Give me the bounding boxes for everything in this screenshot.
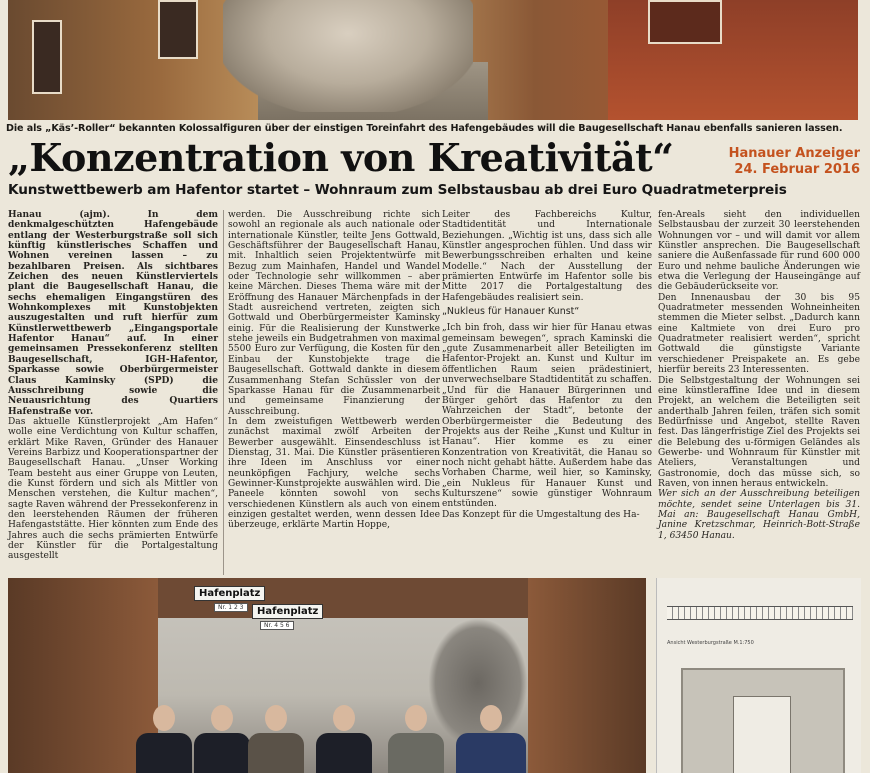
body-paragraph: Den Innenausbau der 30 bis 95 Quadratmeter messenden Wohneinheiten stemmen die Mieter selbst. „Dadurch kann eine Kaltmiete von drei Euro pro Quadratmeter realisiert werden“, spricht Gottwald die günstigste Variante verschiedener Preispakete an. Es gebe hierfür bereits 23 Interessenten.: [658, 292, 860, 376]
body-paragraph: Die Selbstgestaltung der Wohnungen sei eine künstleraffine Idee und in diesem Projekt, an welchem die Beteiligten seit anderthalb Jahren feilen, träfen sich somit Bedürfnisse und Angebot, stellte Raven fest. Das längerfristige Ziel des Projekts sei die Belebung des u-förmigen Geländes als Gewerbe- und Wohnraum für Künstler mit Ateliers, Veranstaltungen und Gastronomie, doch das müsse sich, so Raven, von innen heraus entwickeln.: [658, 375, 860, 489]
body-paragraph: Das Konzept für die Umgestaltung des Ha-: [442, 509, 640, 520]
body-paragraph: „Ich bin froh, dass wir hier für Hanau etwas gemeinsam bewegen“, sprach Kaminski die „gute Zusammenarbeit aller Beteiligten im Hafentor-Projekt an. Kunst und Kultur im öffentlichen Raum seien prädestiniert, unverwechselbare Stadtidentität zu schaffen.: [442, 323, 652, 386]
column-rule: [223, 210, 224, 575]
article-column-2: [228, 210, 440, 531]
body-paragraph: Das aktuelle Künstlerprojekt „Am Hafen“ wolle eine Verdichtung von Kultur schaffen, erklärt Mike Raven, Gründer des Hanauer Vereins Barbizz und Kooperationspartner der Baugesellschaft Hanau. „Unser Working Team besteht aus einer Gruppe von Leuten, die Kunst fördern und sich als Mittler von Menschen verstehen, die Kultur machen“, sagte Raven während der Pressekonferenz in den leerstehenden Räumen der früheren Hafengaststätte. Hier könnten zum Ende des Jahres auch die sechs prämierten Entwürfe der Künstler für die Portalgestaltung ausgestellt: [8, 416, 218, 562]
source-date: 24. Februar 2016: [734, 162, 860, 177]
source-paper: Hanauer Anzeiger: [728, 146, 860, 161]
street-sign-number: Nr. 4 5 6: [260, 621, 294, 630]
person: [136, 705, 192, 773]
body-paragraph: In dem zweistufigen Wettbewerb werden zunächst maximal zwölf Arbeiten der Bewerber ausgewählt. Einsendeschluss ist Dienstag, 31. Mai. Die Künstler präsentieren ihre Ideen im Anschluss vor einer neunköpfigen Fachjury, welche sechs Gewinner-Kunstprojekte auswählen wird. Die Paneele könnten sowohl von sechs verschiedenen Künstlern als auch von einem einzigen gestaltet werden, wenn dessen Idee überzeuge, erklärte Martin Hoppe,: [228, 416, 440, 531]
headline: „Konzentration von Kreativität“: [8, 135, 674, 180]
body-paragraph: „Und für die Hanauer Bürgerinnen und Bürger gehört das Hafentor zu den Wahrzeichen der Stadt“, betonte der Oberbürgermeister die Bedeutung des Projekts aus der Reihe „Kunst und Kultur in Hanau“. Hier komme es zu einer Konzentration von Kreativität, die Hanau so noch nicht gehabt hätte. Außerdem habe das Vorhaben Charme, weil hier, so Kaminsky, „ein Nukleus für Hanauer Kunst und Kulturszene“ sowie günstiger Wohnraum entstünden.: [442, 385, 652, 510]
lead-paragraph: Hanau (ajm). In dem denkmalgeschützten Hafengebäude entlang der Westerburgstraße soll sich künftig künstlerisches Schaffen und Wohnen vereinen lassen – zu bezahlbaren Preisen. Als sichtbares Zeichen des neuen Künstlerviertels plant die Baugesellschaft Hanau, die sechs ehemaligen Eingangstüren des Wohnkomplexes mit Kunstobjekten auszugestalten und ruft hierfür zum Künstlerwettbewerb „Eingangsportale Hafentor Hanau“ auf. In einer gemeinsamen Pressekonferenz stellten Baugesellschaft, IGH-Hafentor, Sparkasse sowie Oberbürgermeister Claus Kaminsky (SPD) die Ausschreibung sowie die Neuausrichtung des Quartiers Hafenstraße vor.: [8, 209, 218, 417]
article-column-1: [8, 210, 218, 562]
person: [456, 705, 526, 773]
drawing-label: Ansicht Westerburgstraße M.1:750: [667, 640, 754, 646]
person: [248, 705, 304, 773]
person: [388, 705, 444, 773]
street-sign: Hafenplatz: [194, 586, 265, 601]
subheadline: Kunstwettbewerb am Hafentor startet – Wohnraum zum Selbstausbau ab drei Euro Quadratmeterpreis: [8, 182, 787, 198]
photo-caption: Die als „Käs’-Roller“ bekannten Kolossalfiguren über der einstigen Toreinfahrt des Hafengebäudes will die Baugesellschaft Hanau ebenfalls sanieren lassen.: [6, 123, 843, 134]
article-column-4: [658, 210, 860, 541]
group-photo: [8, 578, 646, 773]
article-column-3: [442, 210, 652, 520]
top-photo: [8, 0, 858, 120]
body-paragraph: fen-Areals sieht den individuellen Selbstausbau der zurzeit 30 leerstehenden Wohnungen vor – und will damit vor allem Künstler ansprechen. Die Baugesellschaft saniere die Außenfassade für rund 600 000 Euro und nehme bauliche Änderungen wie etwa die Verlegung der Hauseingänge auf die Gebäuderückseite vor.: [658, 210, 860, 293]
street-sign-number: Nr. 1 2 3: [214, 603, 248, 612]
contact-note: Wer sich an der Ausschreibung beteiligen möchte, sendet seine Unterlagen bis 31. Mai an: Baugesellschaft Hanau GmbH, Janine Kretzschmar, Heinrich-Bott-Straße 1, 63450 Hanau.: [658, 489, 860, 541]
street-sign: Hafenplatz: [252, 604, 323, 619]
section-subhead: „Nukleus für Hanauer Kunst“: [442, 306, 580, 318]
source-box: [728, 146, 860, 178]
person: [194, 705, 250, 773]
person: [316, 705, 372, 773]
body-paragraph: Leiter des Fachbereichs Kultur, Stadtidentität und Internationale Beziehungen. „Wichtig ist uns, dass sich alle Künstler angesprochen fühlen. Und dass wir Bewerbungsschreiben erhalten und keine Modelle.“ Nach der Ausstellung der prämierten Entwürfe im Hafentor solle bis Mitte 2017 die Portalgestaltung des Hafengebäudes realisiert sein.: [442, 210, 652, 303]
facade-drawing: [656, 578, 861, 773]
body-paragraph: werden. Die Ausschreibung richte sich sowohl an regionale als auch nationale oder internationale Künstler, teilte Jens Gottwald, Geschäftsführer der Baugesellschaft Hanau, mit. Inhaltlich seien Projektentwürfe mit Bezug zum Mainhafen, Handel und Wandel oder Technologie sehr willkommen – aber keine Märchen. Dieses Thema wäre mit der Eröffnung des Hanauer Märchenpfads in der Stadt ausreichend vertreten, zeigten sich Gottwald und Oberbürgermeister Kaminsky einig. Für die Realisierung der Kunstwerke stehe jeweils ein Budgetrahmen von maximal 5500 Euro zur Verfügung, die Kosten für den Einbau der Kunstobjekte trage die Baugesellschaft. Gottwald dankte in diesem Zusammenhang Stefan Schüssler von der Sparkasse Hanau für die Zusammenarbeit und gemeinsame Finanzierung der Ausschreibung.: [228, 210, 440, 417]
